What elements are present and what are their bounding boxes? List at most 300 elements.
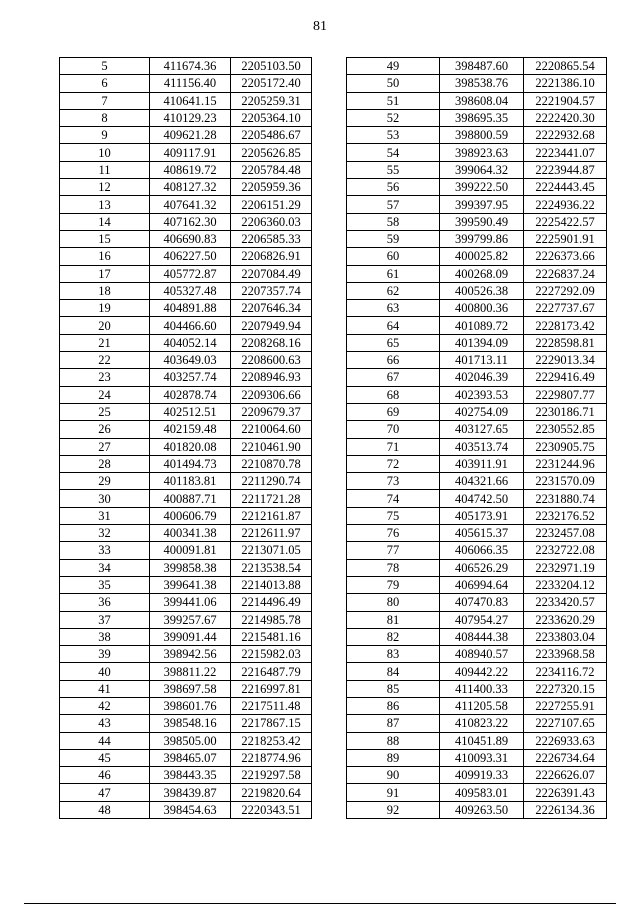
table-row bbox=[60, 179, 312, 196]
x-coordinate-cell: 410129.23 bbox=[150, 109, 231, 126]
x-coordinate-cell: 401820.08 bbox=[150, 438, 231, 455]
table-row bbox=[347, 317, 607, 334]
table-row bbox=[60, 144, 312, 161]
x-coordinate-cell: 398454.63 bbox=[150, 801, 231, 818]
point-number-cell: 24 bbox=[60, 386, 150, 403]
x-coordinate-cell: 409442.22 bbox=[440, 663, 524, 680]
table-row bbox=[60, 732, 312, 749]
y-coordinate-cell: 2210461.90 bbox=[231, 438, 312, 455]
point-number-cell: 8 bbox=[60, 109, 150, 126]
y-coordinate-cell: 2230186.71 bbox=[524, 403, 607, 420]
table-row bbox=[60, 352, 312, 369]
x-coordinate-cell: 399397.95 bbox=[440, 196, 524, 213]
point-number-cell: 91 bbox=[347, 784, 440, 801]
y-coordinate-cell: 2227320.15 bbox=[524, 680, 607, 697]
point-number-cell: 89 bbox=[347, 749, 440, 766]
y-coordinate-cell: 2233204.12 bbox=[524, 576, 607, 593]
y-coordinate-cell: 2229807.77 bbox=[524, 386, 607, 403]
x-coordinate-cell: 409263.50 bbox=[440, 801, 524, 818]
x-coordinate-cell: 404742.50 bbox=[440, 490, 524, 507]
x-coordinate-cell: 399799.86 bbox=[440, 230, 524, 247]
y-coordinate-cell: 2226391.43 bbox=[524, 784, 607, 801]
table-row bbox=[60, 697, 312, 714]
table-row bbox=[60, 576, 312, 593]
point-number-cell: 69 bbox=[347, 403, 440, 420]
table-row bbox=[347, 784, 607, 801]
x-coordinate-cell: 399222.50 bbox=[440, 179, 524, 196]
table-row bbox=[347, 58, 607, 75]
point-number-cell: 85 bbox=[347, 680, 440, 697]
x-coordinate-cell: 398465.07 bbox=[150, 749, 231, 766]
y-coordinate-cell: 2226734.64 bbox=[524, 749, 607, 766]
table-row bbox=[60, 801, 312, 818]
y-coordinate-cell: 2226626.07 bbox=[524, 767, 607, 784]
point-number-cell: 79 bbox=[347, 576, 440, 593]
point-number-cell: 70 bbox=[347, 421, 440, 438]
x-coordinate-cell: 405327.48 bbox=[150, 282, 231, 299]
point-number-cell: 18 bbox=[60, 282, 150, 299]
x-coordinate-cell: 406690.83 bbox=[150, 230, 231, 247]
x-coordinate-cell: 401089.72 bbox=[440, 317, 524, 334]
x-coordinate-cell: 398942.56 bbox=[150, 646, 231, 663]
table-row bbox=[60, 127, 312, 144]
table-row bbox=[347, 697, 607, 714]
point-number-cell: 6 bbox=[60, 75, 150, 92]
x-coordinate-cell: 410641.15 bbox=[150, 92, 231, 109]
table-row bbox=[60, 767, 312, 784]
y-coordinate-cell: 2205784.48 bbox=[231, 161, 312, 178]
x-coordinate-cell: 400025.82 bbox=[440, 248, 524, 265]
table-row bbox=[60, 749, 312, 766]
table-row bbox=[347, 680, 607, 697]
y-coordinate-cell: 2217511.48 bbox=[231, 697, 312, 714]
point-number-cell: 59 bbox=[347, 230, 440, 247]
y-coordinate-cell: 2227292.09 bbox=[524, 282, 607, 299]
x-coordinate-cell: 398923.63 bbox=[440, 144, 524, 161]
point-number-cell: 55 bbox=[347, 161, 440, 178]
x-coordinate-cell: 398608.04 bbox=[440, 92, 524, 109]
page-number: 81 bbox=[313, 19, 327, 34]
table-row bbox=[60, 663, 312, 680]
y-coordinate-cell: 2226134.36 bbox=[524, 801, 607, 818]
y-coordinate-cell: 2227737.67 bbox=[524, 300, 607, 317]
x-coordinate-cell: 399590.49 bbox=[440, 213, 524, 230]
y-coordinate-cell: 2215982.03 bbox=[231, 646, 312, 663]
y-coordinate-cell: 2215481.16 bbox=[231, 628, 312, 645]
y-coordinate-cell: 2206826.91 bbox=[231, 248, 312, 265]
x-coordinate-cell: 400526.38 bbox=[440, 282, 524, 299]
x-coordinate-cell: 400268.09 bbox=[440, 265, 524, 282]
point-number-cell: 7 bbox=[60, 92, 150, 109]
point-number-cell: 82 bbox=[347, 628, 440, 645]
table-row bbox=[347, 230, 607, 247]
point-number-cell: 78 bbox=[347, 559, 440, 576]
table-row bbox=[60, 248, 312, 265]
coordinates-table-right bbox=[346, 57, 607, 819]
y-coordinate-cell: 2221904.57 bbox=[524, 92, 607, 109]
table-row bbox=[60, 300, 312, 317]
y-coordinate-cell: 2205626.85 bbox=[231, 144, 312, 161]
point-number-cell: 22 bbox=[60, 352, 150, 369]
table-row bbox=[60, 628, 312, 645]
x-coordinate-cell: 399641.38 bbox=[150, 576, 231, 593]
y-coordinate-cell: 2220865.54 bbox=[524, 58, 607, 75]
y-coordinate-cell: 2206151.29 bbox=[231, 196, 312, 213]
x-coordinate-cell: 408444.38 bbox=[440, 628, 524, 645]
point-number-cell: 25 bbox=[60, 403, 150, 420]
x-coordinate-cell: 398548.16 bbox=[150, 715, 231, 732]
point-number-cell: 92 bbox=[347, 801, 440, 818]
x-coordinate-cell: 402878.74 bbox=[150, 386, 231, 403]
table-row bbox=[347, 749, 607, 766]
y-coordinate-cell: 2205364.10 bbox=[231, 109, 312, 126]
x-coordinate-cell: 411205.58 bbox=[440, 697, 524, 714]
y-coordinate-cell: 2213071.05 bbox=[231, 542, 312, 559]
table-row bbox=[60, 680, 312, 697]
y-coordinate-cell: 2228598.81 bbox=[524, 334, 607, 351]
y-coordinate-cell: 2230905.75 bbox=[524, 438, 607, 455]
table-row bbox=[347, 92, 607, 109]
table-row bbox=[60, 455, 312, 472]
table-row bbox=[347, 248, 607, 265]
y-coordinate-cell: 2211721.28 bbox=[231, 490, 312, 507]
x-coordinate-cell: 402512.51 bbox=[150, 403, 231, 420]
y-coordinate-cell: 2225422.57 bbox=[524, 213, 607, 230]
table-row bbox=[347, 334, 607, 351]
point-number-cell: 57 bbox=[347, 196, 440, 213]
point-number-cell: 56 bbox=[347, 179, 440, 196]
x-coordinate-cell: 400341.38 bbox=[150, 525, 231, 542]
y-coordinate-cell: 2218253.42 bbox=[231, 732, 312, 749]
x-coordinate-cell: 399064.32 bbox=[440, 161, 524, 178]
table-row bbox=[60, 282, 312, 299]
table-row bbox=[347, 438, 607, 455]
x-coordinate-cell: 398443.35 bbox=[150, 767, 231, 784]
table-row bbox=[347, 576, 607, 593]
point-number-cell: 36 bbox=[60, 594, 150, 611]
x-coordinate-cell: 402754.09 bbox=[440, 403, 524, 420]
y-coordinate-cell: 2222932.68 bbox=[524, 127, 607, 144]
y-coordinate-cell: 2227107.65 bbox=[524, 715, 607, 732]
y-coordinate-cell: 2205486.67 bbox=[231, 127, 312, 144]
y-coordinate-cell: 2226837.24 bbox=[524, 265, 607, 282]
point-number-cell: 37 bbox=[60, 611, 150, 628]
table-row bbox=[60, 58, 312, 75]
y-coordinate-cell: 2232457.08 bbox=[524, 525, 607, 542]
point-number-cell: 46 bbox=[60, 767, 150, 784]
y-coordinate-cell: 2226933.63 bbox=[524, 732, 607, 749]
table-row bbox=[347, 196, 607, 213]
x-coordinate-cell: 409117.91 bbox=[150, 144, 231, 161]
point-number-cell: 71 bbox=[347, 438, 440, 455]
point-number-cell: 26 bbox=[60, 421, 150, 438]
table-row bbox=[347, 179, 607, 196]
y-coordinate-cell: 2217867.15 bbox=[231, 715, 312, 732]
y-coordinate-cell: 2208268.16 bbox=[231, 334, 312, 351]
x-coordinate-cell: 403513.74 bbox=[440, 438, 524, 455]
x-coordinate-cell: 404321.66 bbox=[440, 473, 524, 490]
x-coordinate-cell: 406526.29 bbox=[440, 559, 524, 576]
x-coordinate-cell: 401494.73 bbox=[150, 455, 231, 472]
y-coordinate-cell: 2224936.22 bbox=[524, 196, 607, 213]
y-coordinate-cell: 2214985.78 bbox=[231, 611, 312, 628]
table-row bbox=[60, 386, 312, 403]
y-coordinate-cell: 2227255.91 bbox=[524, 697, 607, 714]
point-number-cell: 11 bbox=[60, 161, 150, 178]
table-row bbox=[347, 352, 607, 369]
point-number-cell: 21 bbox=[60, 334, 150, 351]
y-coordinate-cell: 2231570.09 bbox=[524, 473, 607, 490]
y-coordinate-cell: 2223441.07 bbox=[524, 144, 607, 161]
table-row bbox=[60, 334, 312, 351]
x-coordinate-cell: 398538.76 bbox=[440, 75, 524, 92]
x-coordinate-cell: 407162.30 bbox=[150, 213, 231, 230]
table-row bbox=[60, 109, 312, 126]
table-row bbox=[60, 92, 312, 109]
y-coordinate-cell: 2205959.36 bbox=[231, 179, 312, 196]
y-coordinate-cell: 2207949.94 bbox=[231, 317, 312, 334]
point-number-cell: 81 bbox=[347, 611, 440, 628]
point-number-cell: 50 bbox=[347, 75, 440, 92]
y-coordinate-cell: 2212611.97 bbox=[231, 525, 312, 542]
x-coordinate-cell: 402159.48 bbox=[150, 421, 231, 438]
table-row bbox=[347, 663, 607, 680]
point-number-cell: 23 bbox=[60, 369, 150, 386]
y-coordinate-cell: 2214013.88 bbox=[231, 576, 312, 593]
point-number-cell: 90 bbox=[347, 767, 440, 784]
y-coordinate-cell: 2208600.63 bbox=[231, 352, 312, 369]
y-coordinate-cell: 2230552.85 bbox=[524, 421, 607, 438]
point-number-cell: 5 bbox=[60, 58, 150, 75]
point-number-cell: 60 bbox=[347, 248, 440, 265]
table-row bbox=[60, 196, 312, 213]
x-coordinate-cell: 403127.65 bbox=[440, 421, 524, 438]
point-number-cell: 61 bbox=[347, 265, 440, 282]
y-coordinate-cell: 2207357.74 bbox=[231, 282, 312, 299]
x-coordinate-cell: 398439.87 bbox=[150, 784, 231, 801]
table-row bbox=[347, 300, 607, 317]
table-row bbox=[60, 230, 312, 247]
table-row bbox=[60, 507, 312, 524]
x-coordinate-cell: 401183.81 bbox=[150, 473, 231, 490]
point-number-cell: 15 bbox=[60, 230, 150, 247]
x-coordinate-cell: 398487.60 bbox=[440, 58, 524, 75]
table-row bbox=[347, 109, 607, 126]
point-number-cell: 40 bbox=[60, 663, 150, 680]
y-coordinate-cell: 2212161.87 bbox=[231, 507, 312, 524]
table-row bbox=[60, 559, 312, 576]
x-coordinate-cell: 400800.36 bbox=[440, 300, 524, 317]
x-coordinate-cell: 402393.53 bbox=[440, 386, 524, 403]
point-number-cell: 83 bbox=[347, 646, 440, 663]
table-row bbox=[347, 542, 607, 559]
point-number-cell: 20 bbox=[60, 317, 150, 334]
y-coordinate-cell: 2224443.45 bbox=[524, 179, 607, 196]
point-number-cell: 75 bbox=[347, 507, 440, 524]
point-number-cell: 88 bbox=[347, 732, 440, 749]
x-coordinate-cell: 398697.58 bbox=[150, 680, 231, 697]
table-row bbox=[60, 403, 312, 420]
x-coordinate-cell: 398505.00 bbox=[150, 732, 231, 749]
point-number-cell: 74 bbox=[347, 490, 440, 507]
x-coordinate-cell: 399257.67 bbox=[150, 611, 231, 628]
x-coordinate-cell: 398811.22 bbox=[150, 663, 231, 680]
point-number-cell: 58 bbox=[347, 213, 440, 230]
point-number-cell: 62 bbox=[347, 282, 440, 299]
table-row bbox=[347, 732, 607, 749]
table-row bbox=[60, 265, 312, 282]
point-number-cell: 34 bbox=[60, 559, 150, 576]
table-row bbox=[347, 161, 607, 178]
y-coordinate-cell: 2229416.49 bbox=[524, 369, 607, 386]
coordinates-table-left bbox=[59, 57, 312, 819]
table-row bbox=[60, 473, 312, 490]
point-number-cell: 68 bbox=[347, 386, 440, 403]
x-coordinate-cell: 410451.89 bbox=[440, 732, 524, 749]
x-coordinate-cell: 400887.71 bbox=[150, 490, 231, 507]
y-coordinate-cell: 2219297.58 bbox=[231, 767, 312, 784]
point-number-cell: 73 bbox=[347, 473, 440, 490]
point-number-cell: 41 bbox=[60, 680, 150, 697]
x-coordinate-cell: 398800.59 bbox=[440, 127, 524, 144]
y-coordinate-cell: 2208946.93 bbox=[231, 369, 312, 386]
y-coordinate-cell: 2233420.57 bbox=[524, 594, 607, 611]
y-coordinate-cell: 2223944.87 bbox=[524, 161, 607, 178]
point-number-cell: 54 bbox=[347, 144, 440, 161]
y-coordinate-cell: 2205172.40 bbox=[231, 75, 312, 92]
table-row bbox=[347, 403, 607, 420]
y-coordinate-cell: 2213538.54 bbox=[231, 559, 312, 576]
table-row bbox=[347, 559, 607, 576]
table-row bbox=[347, 213, 607, 230]
x-coordinate-cell: 399441.06 bbox=[150, 594, 231, 611]
table-row bbox=[347, 282, 607, 299]
point-number-cell: 35 bbox=[60, 576, 150, 593]
table-row bbox=[347, 127, 607, 144]
table-row bbox=[347, 611, 607, 628]
x-coordinate-cell: 403911.91 bbox=[440, 455, 524, 472]
x-coordinate-cell: 409919.33 bbox=[440, 767, 524, 784]
point-number-cell: 86 bbox=[347, 697, 440, 714]
point-number-cell: 51 bbox=[347, 92, 440, 109]
x-coordinate-cell: 405615.37 bbox=[440, 525, 524, 542]
y-coordinate-cell: 2206585.33 bbox=[231, 230, 312, 247]
y-coordinate-cell: 2205103.50 bbox=[231, 58, 312, 75]
point-number-cell: 80 bbox=[347, 594, 440, 611]
x-coordinate-cell: 400091.81 bbox=[150, 542, 231, 559]
y-coordinate-cell: 2210064.60 bbox=[231, 421, 312, 438]
table-row bbox=[347, 455, 607, 472]
point-number-cell: 52 bbox=[347, 109, 440, 126]
point-number-cell: 76 bbox=[347, 525, 440, 542]
y-coordinate-cell: 2218774.96 bbox=[231, 749, 312, 766]
table-row bbox=[347, 801, 607, 818]
x-coordinate-cell: 405772.87 bbox=[150, 265, 231, 282]
x-coordinate-cell: 404466.60 bbox=[150, 317, 231, 334]
point-number-cell: 16 bbox=[60, 248, 150, 265]
point-number-cell: 64 bbox=[347, 317, 440, 334]
x-coordinate-cell: 409583.01 bbox=[440, 784, 524, 801]
x-coordinate-cell: 400606.79 bbox=[150, 507, 231, 524]
point-number-cell: 31 bbox=[60, 507, 150, 524]
table-row bbox=[347, 525, 607, 542]
point-number-cell: 30 bbox=[60, 490, 150, 507]
x-coordinate-cell: 402046.39 bbox=[440, 369, 524, 386]
x-coordinate-cell: 408619.72 bbox=[150, 161, 231, 178]
y-coordinate-cell: 2210870.78 bbox=[231, 455, 312, 472]
y-coordinate-cell: 2207646.34 bbox=[231, 300, 312, 317]
point-number-cell: 9 bbox=[60, 127, 150, 144]
point-number-cell: 38 bbox=[60, 628, 150, 645]
y-coordinate-cell: 2209679.37 bbox=[231, 403, 312, 420]
point-number-cell: 13 bbox=[60, 196, 150, 213]
point-number-cell: 29 bbox=[60, 473, 150, 490]
y-coordinate-cell: 2221386.10 bbox=[524, 75, 607, 92]
table-row bbox=[347, 421, 607, 438]
x-coordinate-cell: 404891.88 bbox=[150, 300, 231, 317]
x-coordinate-cell: 407641.32 bbox=[150, 196, 231, 213]
x-coordinate-cell: 408127.32 bbox=[150, 179, 231, 196]
table-row bbox=[347, 473, 607, 490]
point-number-cell: 48 bbox=[60, 801, 150, 818]
x-coordinate-cell: 399091.44 bbox=[150, 628, 231, 645]
point-number-cell: 72 bbox=[347, 455, 440, 472]
table-row bbox=[60, 646, 312, 663]
table-row bbox=[347, 144, 607, 161]
y-coordinate-cell: 2220343.51 bbox=[231, 801, 312, 818]
x-coordinate-cell: 406066.35 bbox=[440, 542, 524, 559]
point-number-cell: 87 bbox=[347, 715, 440, 732]
table-row bbox=[60, 438, 312, 455]
point-number-cell: 33 bbox=[60, 542, 150, 559]
table-row bbox=[60, 369, 312, 386]
y-coordinate-cell: 2234116.72 bbox=[524, 663, 607, 680]
table-row bbox=[347, 369, 607, 386]
y-coordinate-cell: 2231880.74 bbox=[524, 490, 607, 507]
point-number-cell: 66 bbox=[347, 352, 440, 369]
point-number-cell: 19 bbox=[60, 300, 150, 317]
y-coordinate-cell: 2219820.64 bbox=[231, 784, 312, 801]
y-coordinate-cell: 2211290.74 bbox=[231, 473, 312, 490]
table-row bbox=[347, 594, 607, 611]
x-coordinate-cell: 403649.03 bbox=[150, 352, 231, 369]
point-number-cell: 28 bbox=[60, 455, 150, 472]
point-number-cell: 10 bbox=[60, 144, 150, 161]
y-coordinate-cell: 2233620.29 bbox=[524, 611, 607, 628]
x-coordinate-cell: 410093.31 bbox=[440, 749, 524, 766]
point-number-cell: 43 bbox=[60, 715, 150, 732]
point-number-cell: 44 bbox=[60, 732, 150, 749]
table-row bbox=[347, 265, 607, 282]
x-coordinate-cell: 401713.11 bbox=[440, 352, 524, 369]
x-coordinate-cell: 407470.83 bbox=[440, 594, 524, 611]
y-coordinate-cell: 2207084.49 bbox=[231, 265, 312, 282]
y-coordinate-cell: 2229013.34 bbox=[524, 352, 607, 369]
table-row bbox=[60, 317, 312, 334]
point-number-cell: 63 bbox=[347, 300, 440, 317]
y-coordinate-cell: 2232971.19 bbox=[524, 559, 607, 576]
y-coordinate-cell: 2205259.31 bbox=[231, 92, 312, 109]
table-row bbox=[60, 542, 312, 559]
point-number-cell: 45 bbox=[60, 749, 150, 766]
point-number-cell: 67 bbox=[347, 369, 440, 386]
x-coordinate-cell: 409621.28 bbox=[150, 127, 231, 144]
y-coordinate-cell: 2231244.96 bbox=[524, 455, 607, 472]
coordinates-table-left-body bbox=[60, 58, 312, 819]
x-coordinate-cell: 411400.33 bbox=[440, 680, 524, 697]
point-number-cell: 53 bbox=[347, 127, 440, 144]
table-row bbox=[347, 646, 607, 663]
